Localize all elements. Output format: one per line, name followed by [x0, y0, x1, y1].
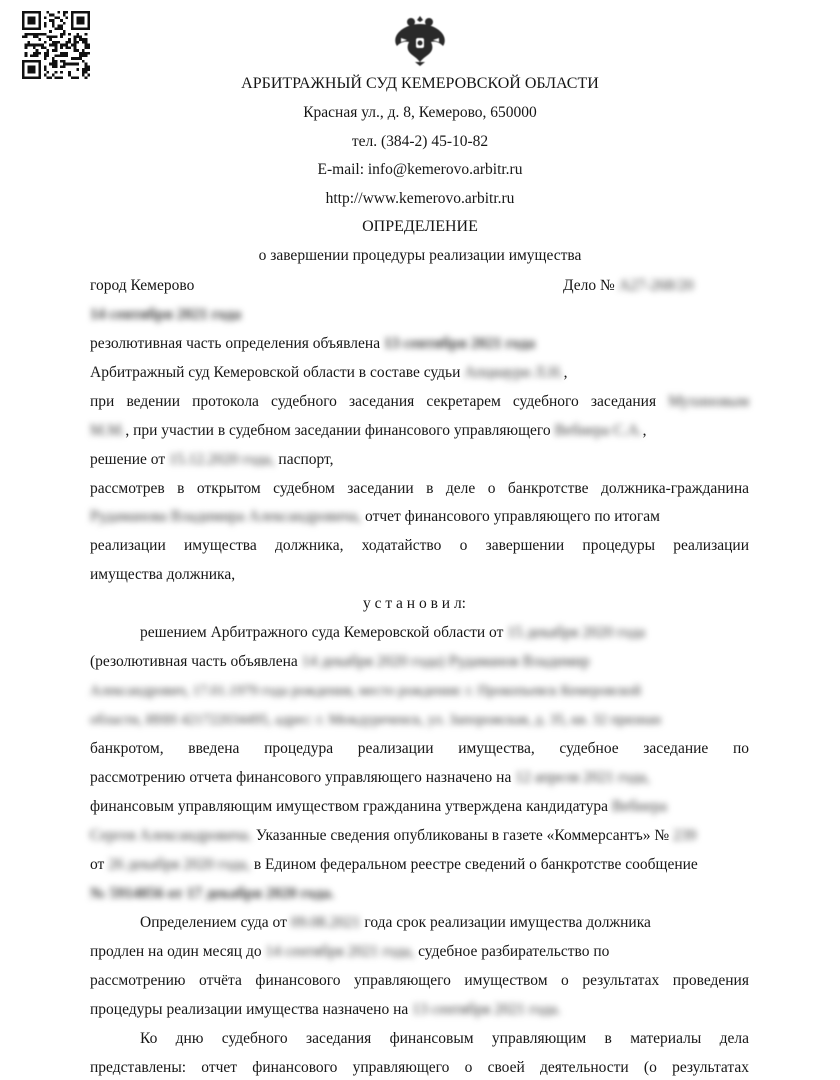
- body-line: решение от 15.12.2020 года, паспорт,: [90, 451, 334, 468]
- body-line: М.М., при участии в судебном заседании финансового управляющего Вебнера С.А.,: [90, 422, 647, 439]
- qr-code: [22, 11, 90, 79]
- paragraph-line: представлены: отчет финансового управляющего о своей деятельности (о результатах: [90, 1059, 749, 1076]
- court-phone: тел. (384-2) 45-10-82: [351, 133, 489, 150]
- paragraph-line: продлен на один месяц до 14 сентября 2021 года, судебное разбирательство по: [90, 943, 610, 960]
- city: город Кемерово: [90, 277, 195, 294]
- paragraph-line: решением Арбитражного суда Кемеровской области от 15 декабря 2020 года: [140, 624, 646, 641]
- decision-date: 14 сентября 2021 года: [90, 306, 242, 323]
- section-heading: у с т а н о в и л:: [363, 595, 466, 612]
- case-number: [563, 276, 694, 296]
- paragraph-line: области, ИНН 421722034495, адрес: г. Междуреченск, ул. Запорожская, д. 35, кв. 32 признан: [90, 712, 662, 728]
- court-name: АРБИТРАЖНЫЙ СУД КЕМЕРОВСКОЙ ОБЛАСТИ: [241, 75, 599, 92]
- body-line: рассмотрев в открытом судебном заседании в деле о банкротстве должника-гражданина: [90, 480, 749, 497]
- paragraph-line: банкротом, введена процедура реализации имущества, судебное заседание по: [90, 740, 749, 757]
- body-line: реализации имущества должника, ходатайство о завершении процедуры реализации: [90, 537, 749, 554]
- body-line: Рудаманова Владимира Александровича, отчет финансового управляющего по итогам: [90, 508, 660, 525]
- case-number-value: А27-268/20: [618, 277, 694, 294]
- body-line: имущества должника,: [90, 566, 236, 583]
- paragraph-line: Александрович, 17.01.1979 года рождения, место рождения: г. Прокопьевск Кемеровской: [90, 683, 641, 699]
- qr-modules: [22, 11, 90, 79]
- case-label: Дело №: [563, 277, 615, 294]
- paragraph-line: Ко дню судебного заседания финансовым управляющим в материалы дела: [140, 1030, 749, 1047]
- coat-of-arms-emblem: [391, 12, 449, 68]
- paragraph-line: рассмотрению отчета финансового управляющего назначено на 12 апреля 2021 года,: [90, 769, 650, 786]
- document-title: ОПРЕДЕЛЕНИЕ: [362, 218, 478, 235]
- paragraph-line: № 5914056 от 17 декабря 2020 года.: [90, 885, 335, 902]
- paragraph-line: Определением суда от 09.08.2021 года срок реализации имущества должника: [140, 914, 651, 931]
- paragraph-line: процедуры реализации имущества назначено на 13 сентября 2021 года.: [90, 1001, 561, 1018]
- paragraph-line: Сергея Александровича. Указанные сведения опубликованы в газете «Коммерсантъ» № 239: [90, 827, 697, 844]
- court-address: Красная ул., д. 8, Кемерово, 650000: [303, 104, 537, 121]
- paragraph-line: рассмотрению отчёта финансового управляющего имуществом о результатах проведения: [90, 972, 749, 989]
- paragraph-line: (резолютивная часть объявлена 14 декабря 2020 года) Рудаманов Владимир: [90, 653, 590, 670]
- court-email: E-mail: info@kemerovo.arbitr.ru: [317, 161, 523, 178]
- court-website: http://www.kemerovo.arbitr.ru: [325, 190, 515, 207]
- body-line: Арбитражный суд Кемеровской области в составе судьи Апциаури Л.Н.,: [90, 364, 568, 381]
- body-line: резолютивная часть определения объявлена 13 сентября 2021 года: [90, 335, 536, 352]
- body-line: при ведении протокола судебного заседания секретарем судебного заседания Мухиновым: [90, 393, 750, 410]
- paragraph-line: от 26 декабря 2020 года, в Едином федеральном реестре сведений о банкротстве сообщение: [90, 856, 698, 873]
- paragraph-line: финансовым управляющим имуществом гражданина утверждена кандидатура Вебнера: [90, 798, 667, 815]
- document-subtitle: о завершении процедуры реализации имущества: [258, 247, 582, 264]
